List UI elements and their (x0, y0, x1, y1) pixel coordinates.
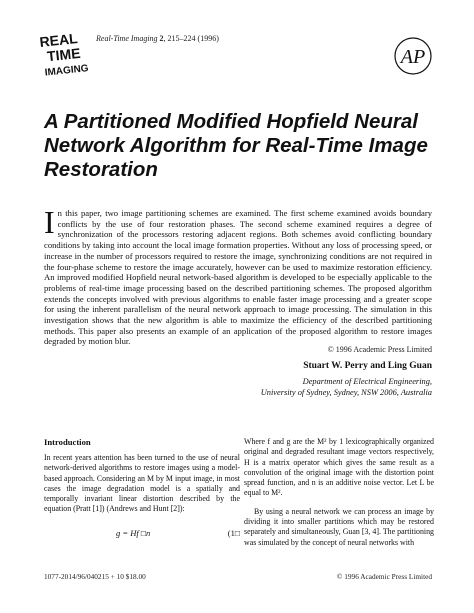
journal-pages: , 215–224 (1996) (163, 34, 219, 43)
abstract-dropcap: I (44, 204, 55, 240)
authors: Stuart W. Perry and Ling Guan (303, 361, 432, 371)
intro-right-paragraph-1: Where f and g are the M² by 1 lexicographically organized original and degraded resultant image vectors respectively, H is a matrix operator which gives the same result as a convolution of the original image with the distortion point spread function, and n is an additive noise vector. Let L be equal to M². (244, 437, 434, 498)
publisher-mark: AP (400, 46, 426, 68)
publisher-logo (393, 36, 433, 76)
journal-citation (96, 34, 219, 43)
abstract (44, 204, 432, 347)
affiliation (200, 377, 432, 398)
logo-line-2: TIME (46, 44, 82, 65)
footer-issn: 1077-2014/96/040215 + 10 $18.00 (44, 572, 146, 581)
logo-line-1: REAL (38, 30, 79, 50)
affiliation-address: University of Sydney, Sydney, NSW 2006, Australia (260, 387, 432, 397)
intro-right-column (244, 437, 434, 548)
affiliation-department: Department of Electrical Engineering, (302, 377, 432, 386)
journal-name: Real-Time Imaging (96, 34, 158, 43)
intro-right-paragraph-2: By using a neural network we can process an image by dividing it into smaller partitions which may be restored separately and simultaneously, Guan [3, 4]. The partitioning was simulated by the concept of neural networks with (244, 506, 434, 547)
abstract-text: n this paper, two image partitioning schemes are examined. The first scheme examined avoids boundary conflicts by the use of four restoration phases. The second scheme examined requires a degree of synchronization of the processors restoring adjacent regions. Both schemes avoid conflicting boundary conditions by taking into account the local image formation properties. Without any loss of processing speed, or increase in the number of processors required to restore the image, synchronizing conditions are not required in the four-phase scheme to restore the image accurately, however can be used to maximize restoration efficiency. An improved modified Hopfield neural network-based algorithm is developed to be especially applicable to the problems of real-time image processing based on the described partitioning schemes. The proposed algorithm extends the concepts involved with previous algorithms to enable faster image processing and a greater scope for using the inherent parallelism of the neural network approach to image processing. The simulation in this investigation shows that the new algorithm is able to maximize the efficiency of the described partitioning methods. This paper also presents an example of an application of the proposed algorithm to restore images degraded by motion blur. (44, 208, 432, 347)
journal-logo (38, 28, 100, 80)
section-heading-introduction: Introduction (44, 437, 91, 447)
intro-left-paragraph: In recent years attention has been turned to the use of neural network-derived algorithms to restore images using a model-based approach. Considering an M by M input image, in most cases the image degradation model is a spatially and temporally invariant linear distortion described by the equation (Pratt [1]) (Andrews and Hunt [2]): (44, 453, 240, 514)
journal-volume: 2 (159, 34, 164, 43)
equation-number: (1□ (227, 528, 240, 538)
equation-1 (44, 528, 240, 540)
equation-body: g = Hf □n (116, 528, 151, 538)
paper-title: A Partitioned Modified Hopfield Neural Network Algorithm for Real-Time Image Restoration (44, 110, 428, 181)
logo-line-3: IMAGING (44, 63, 90, 79)
footer-copyright: © 1996 Academic Press Limited (336, 572, 432, 581)
abstract-copyright: © 1996 Academic Press Limited (327, 345, 432, 354)
